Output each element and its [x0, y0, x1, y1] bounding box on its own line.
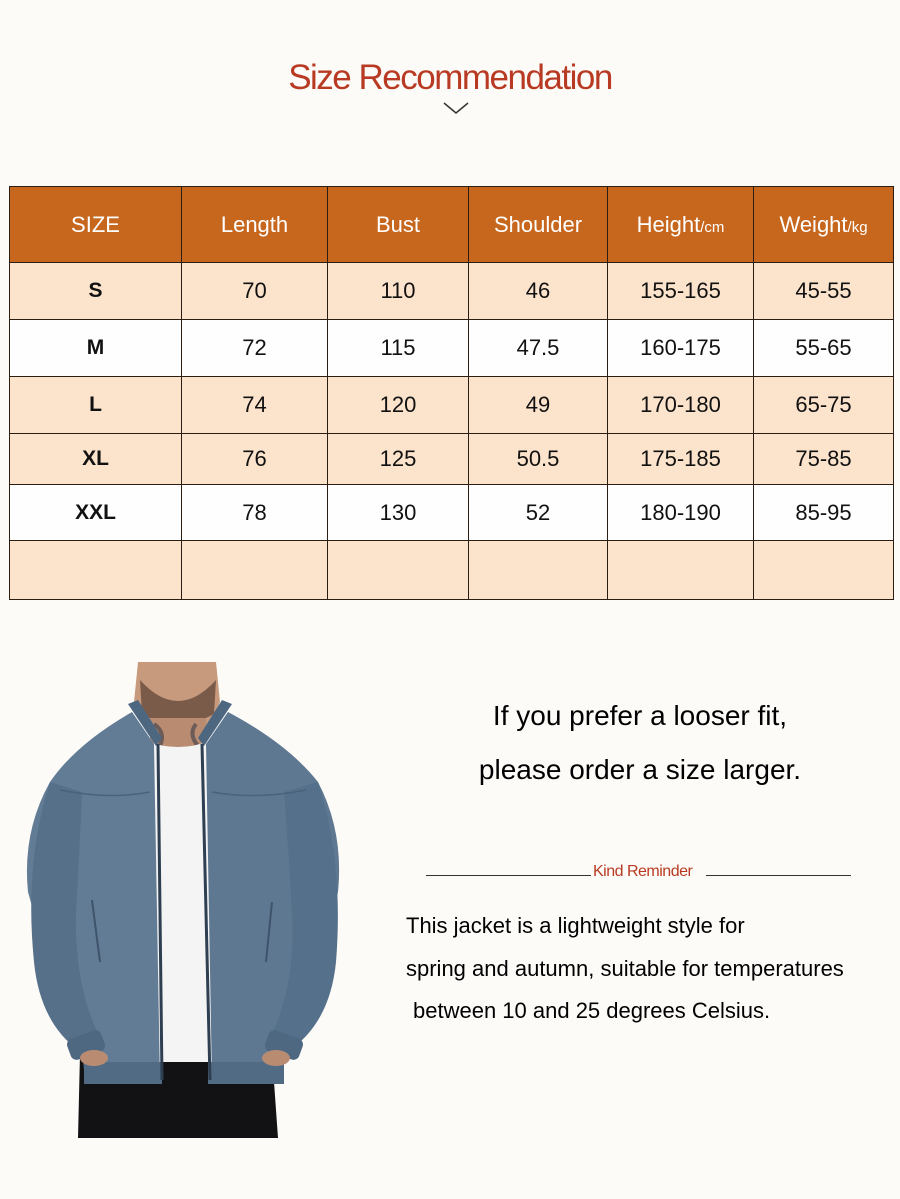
table-row — [10, 541, 894, 600]
cell-empty — [608, 541, 754, 600]
cell-bust: 130 — [328, 485, 469, 541]
cell-empty — [469, 541, 608, 600]
cell-shoulder: 50.5 — [469, 434, 608, 485]
cell-empty — [328, 541, 469, 600]
kind-reminder-divider — [426, 860, 851, 884]
table-header-row — [10, 187, 894, 263]
cell-weight: 85-95 — [754, 485, 894, 541]
cell-size: M — [10, 320, 182, 377]
divider-line-right — [706, 875, 851, 876]
table-row — [10, 434, 894, 485]
cell-empty — [10, 541, 182, 600]
cell-shoulder: 49 — [469, 377, 608, 434]
header-height: Height/cm — [608, 187, 754, 263]
divider-line-left — [426, 875, 591, 876]
cell-size: XXL — [10, 485, 182, 541]
table-row — [10, 377, 894, 434]
table-row — [10, 485, 894, 541]
header-length: Length — [182, 187, 328, 263]
cell-bust: 120 — [328, 377, 469, 434]
cell-length: 74 — [182, 377, 328, 434]
table-row — [10, 320, 894, 377]
cell-length: 78 — [182, 485, 328, 541]
cell-length: 76 — [182, 434, 328, 485]
header-bust: Bust — [328, 187, 469, 263]
cell-empty — [182, 541, 328, 600]
cell-bust: 115 — [328, 320, 469, 377]
product-photo — [20, 662, 350, 1138]
cell-weight: 45-55 — [754, 263, 894, 320]
reminder-line-3: between 10 and 25 degrees Celsius. — [413, 998, 771, 1023]
cell-height: 170-180 — [608, 377, 754, 434]
reminder-line-1: This jacket is a lightweight style for — [406, 913, 745, 938]
cell-size: L — [10, 377, 182, 434]
cell-length: 70 — [182, 263, 328, 320]
chevron-down-icon — [442, 100, 470, 116]
fit-tip-line-1: If you prefer a looser fit, — [492, 700, 788, 731]
cell-empty — [754, 541, 894, 600]
header-size: SIZE — [10, 187, 182, 263]
header-shoulder: Shoulder — [469, 187, 608, 263]
fit-tip-line-2: please order a size larger. — [478, 754, 802, 785]
cell-weight: 75-85 — [754, 434, 894, 485]
size-chart-table — [9, 186, 894, 600]
cell-bust: 110 — [328, 263, 469, 320]
cell-bust: 125 — [328, 434, 469, 485]
cell-length: 72 — [182, 320, 328, 377]
cell-height: 155-165 — [608, 263, 754, 320]
cell-shoulder: 46 — [469, 263, 608, 320]
kind-reminder-label: Kind Reminder — [593, 863, 693, 880]
cell-size: XL — [10, 434, 182, 485]
cell-shoulder: 47.5 — [469, 320, 608, 377]
cell-weight: 65-75 — [754, 377, 894, 434]
header-weight: Weight/kg — [754, 187, 894, 263]
reminder-line-2: spring and autumn, suitable for temperatures — [406, 956, 844, 981]
cell-weight: 55-65 — [754, 320, 894, 377]
table-row — [10, 263, 894, 320]
cell-height: 180-190 — [608, 485, 754, 541]
page-title: Size Recommendation — [288, 58, 612, 97]
cell-height: 175-185 — [608, 434, 754, 485]
cell-height: 160-175 — [608, 320, 754, 377]
cell-size: S — [10, 263, 182, 320]
cell-shoulder: 52 — [469, 485, 608, 541]
